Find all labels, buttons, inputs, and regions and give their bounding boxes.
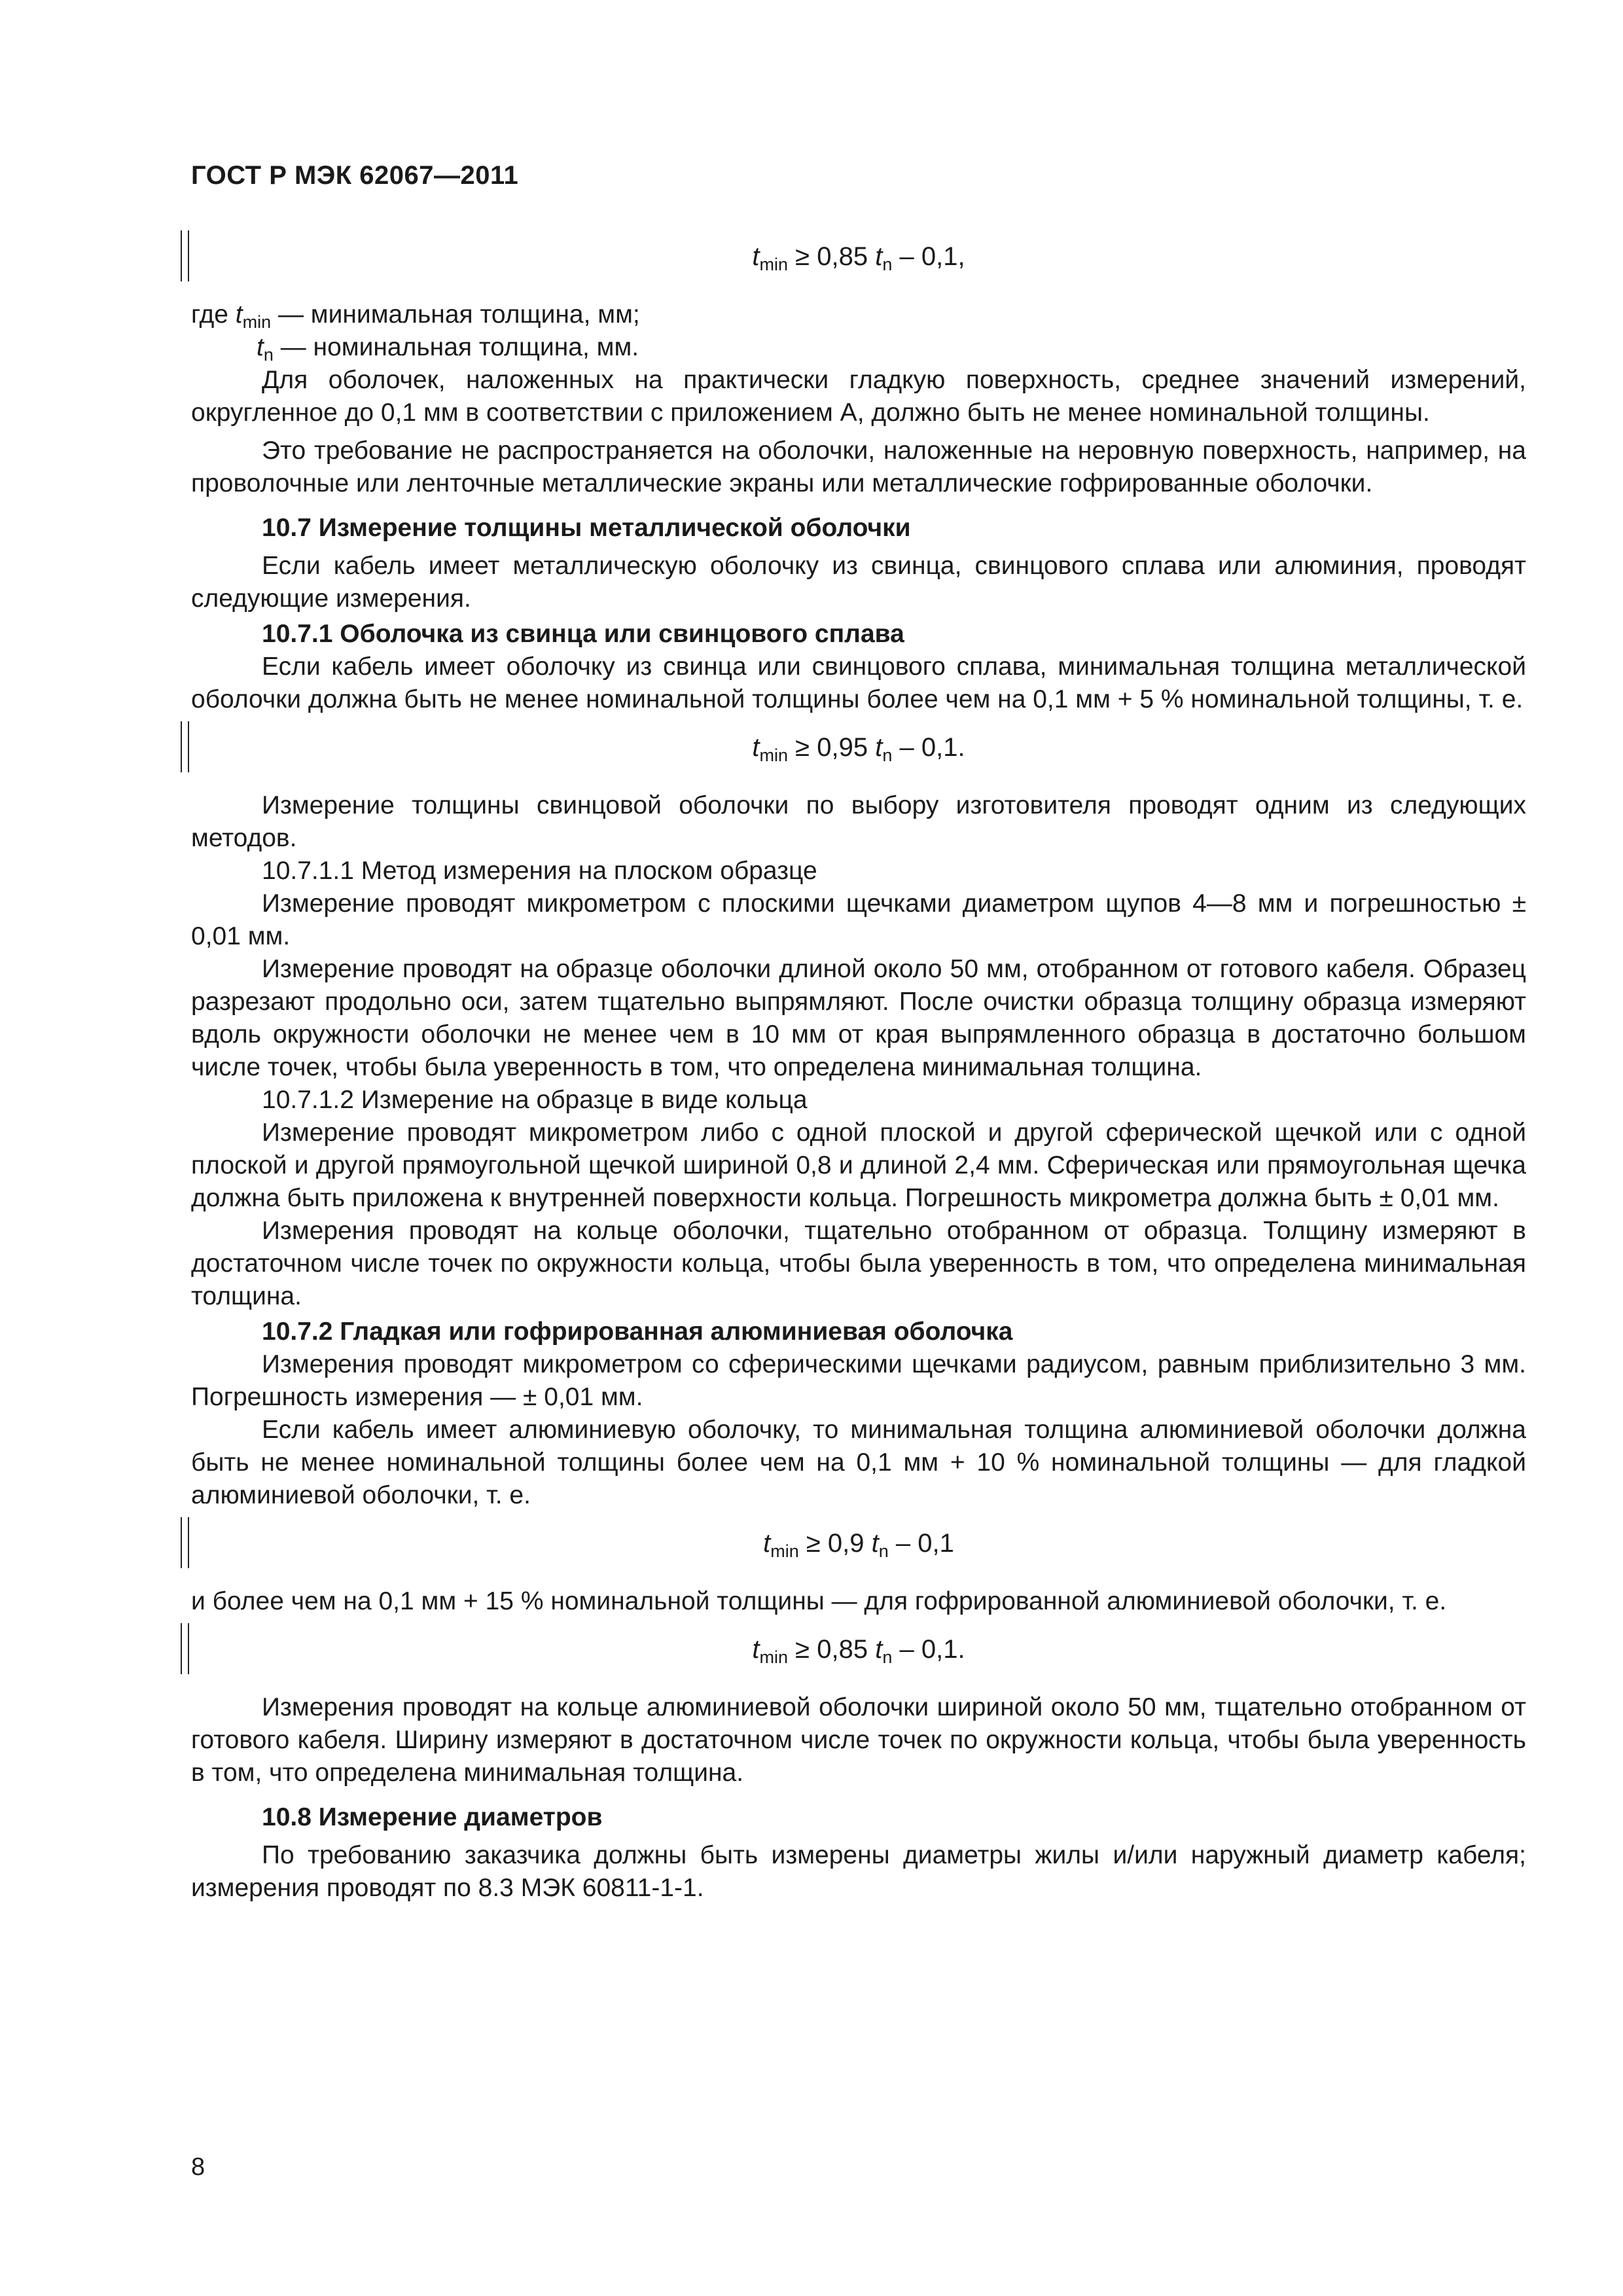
section-heading-10-7: 10.7 Измерение толщины металлической оболочки xyxy=(262,514,911,542)
section-heading-10-7-1-1: 10.7.1.1 Метод измерения на плоском образце xyxy=(262,857,817,885)
formula-subscript: min xyxy=(770,1541,799,1561)
formula-3 xyxy=(191,1517,1526,1570)
change-bar xyxy=(181,230,189,281)
paragraph: Измерение толщины свинцовой оболочки по выбору изготовителя проводят одним из следующих методов. xyxy=(191,791,1526,852)
formula-var: t xyxy=(752,242,760,271)
formula-var: t xyxy=(763,1529,771,1558)
paragraph: Если кабель имеет оболочку из свинца или свинцового сплава, минимальная толщина металлической оболочки должна быть не менее номинальной толщины более чем на 0,1 мм + 5 % номинальной толщины, т. е. xyxy=(191,653,1526,713)
formula-subscript: n xyxy=(882,745,893,765)
section-heading-10-8: 10.8 Измерение диаметров xyxy=(262,1803,603,1831)
paragraph: Измерения проводят на кольце алюминиевой оболочки шириной около 50 мм, тщательно отобранном от готового кабеля. Ширину измеряют в достаточном числе точек по окружности кольца, чтобы была уверенность в том, что определена минимальная толщина. xyxy=(191,1693,1526,1787)
document-body xyxy=(191,230,1526,1905)
formula-subscript: min xyxy=(759,255,789,274)
section-heading-10-7-2: 10.7.2 Гладкая или гофрированная алюминиевая оболочка xyxy=(262,1318,1013,1346)
formula-operator: ≥ 0,95 xyxy=(788,733,876,762)
paragraph: и более чем на 0,1 мм + 15 % номинальной толщины — для гофрированной алюминиевой оболочки, т. е. xyxy=(191,1587,1447,1615)
paragraph: Это требование не распространяется на оболочки, наложенные на неровную поверхность, например, на проволочные или ленточные металлические экраны или металлические гофрированные оболочки. xyxy=(191,437,1526,497)
formula-4 xyxy=(191,1623,1526,1676)
section-heading-10-7-1: 10.7.1 Оболочка из свинца или свинцового сплава xyxy=(262,620,904,648)
formula-var: t xyxy=(875,1635,883,1664)
change-bar xyxy=(181,721,189,772)
formula-subscript: min xyxy=(759,745,789,765)
document-header: ГОСТ Р МЭК 62067—2011 xyxy=(191,161,519,190)
paragraph: Измерение проводят микрометром с плоскими щечками диаметром щупов 4—8 мм и погрешностью ± 0,01 мм. xyxy=(191,889,1526,950)
paragraph: Если кабель имеет металлическую оболочку из свинца, свинцового сплава или алюминия, проводят следующие измерения. xyxy=(191,552,1526,613)
change-bar xyxy=(181,1623,189,1674)
formula-var: t xyxy=(875,242,883,271)
formula-var: t xyxy=(871,1529,879,1558)
formula-1 xyxy=(191,230,1526,283)
formula-operator: ≥ 0,85 xyxy=(788,242,876,271)
formula-rest: – 0,1, xyxy=(892,242,965,271)
formula-subscript: n xyxy=(882,1647,893,1667)
formula-rest: – 0,1 xyxy=(888,1529,954,1558)
formula-subscript: n xyxy=(878,1541,889,1561)
formula-2 xyxy=(191,721,1526,774)
formula-var: t xyxy=(752,733,760,762)
where-clause-tmin: где $t_{min}$ — минимальная толщина, мм; xyxy=(191,300,640,332)
formula-var: t xyxy=(752,1635,760,1664)
formula-subscript: n xyxy=(882,255,893,274)
formula-operator: ≥ 0,85 xyxy=(788,1635,876,1664)
section-heading-10-7-1-2: 10.7.1.2 Измерение на образце в виде кольца xyxy=(262,1086,808,1114)
paragraph: Если кабель имеет алюминиевую оболочку, то минимальная толщина алюминиевой оболочки должна быть не менее номинальной толщины более чем на 0,1 мм + 10 % номинальной толщины — для гладкой алюминиевой оболочки, т. е. xyxy=(191,1416,1526,1509)
formula-var: t xyxy=(875,733,883,762)
where-clause-tn: $t_n$ — номинальная толщина, мм. xyxy=(257,333,639,365)
paragraph: Для оболочек, наложенных на практически гладкую поверхность, среднее значений измерений, округленное до 0,1 мм в соответствии с приложением А, должно быть не менее номинальной толщины. xyxy=(191,366,1526,427)
paragraph: Измерения проводят на кольце оболочки, тщательно отобранном от образца. Толщину измеряют в достаточном числе точек по окружности кольца, чтобы была уверенность в том, что определена минимальная толщина. xyxy=(191,1217,1526,1310)
formula-rest: – 0,1. xyxy=(892,1635,965,1664)
paragraph: Измерение проводят на образце оболочки длиной около 50 мм, отобранном от готового кабеля. Образец разрезают продольно оси, затем тщательно выпрямляют. После очистки образца толщину образца измеряют вдоль окружности оболочки не менее чем в 10 мм от края выпрямленного образца в достаточно большом числе точек, чтобы была уверенность в том, что определена минимальная толщина. xyxy=(191,955,1526,1081)
formula-subscript: min xyxy=(759,1647,789,1667)
formula-operator: ≥ 0,9 xyxy=(798,1529,872,1558)
page-number: 8 xyxy=(191,2153,205,2181)
change-bar xyxy=(181,1517,189,1568)
paragraph: Измерения проводят микрометром со сферическими щечками радиусом, равным приблизительно 3 мм. Погрешность измерения — ± 0,01 мм. xyxy=(191,1350,1526,1411)
paragraph: По требованию заказчика должны быть измерены диаметры жилы и/или наружный диаметр кабеля; измерения проводят по 8.3 МЭК 60811-1-1. xyxy=(191,1841,1526,1902)
formula-rest: – 0,1. xyxy=(892,733,965,762)
paragraph: Измерение проводят микрометром либо с одной плоской и другой сферической щечкой или с одной плоской и другой прямоугольной щечкой шириной 0,8 и длиной 2,4 мм. Сферическая или прямоугольная щечка должна быть приложена к внутренней поверхности кольца. Погрешность микрометра должна быть ± 0,01 мм. xyxy=(191,1119,1526,1212)
